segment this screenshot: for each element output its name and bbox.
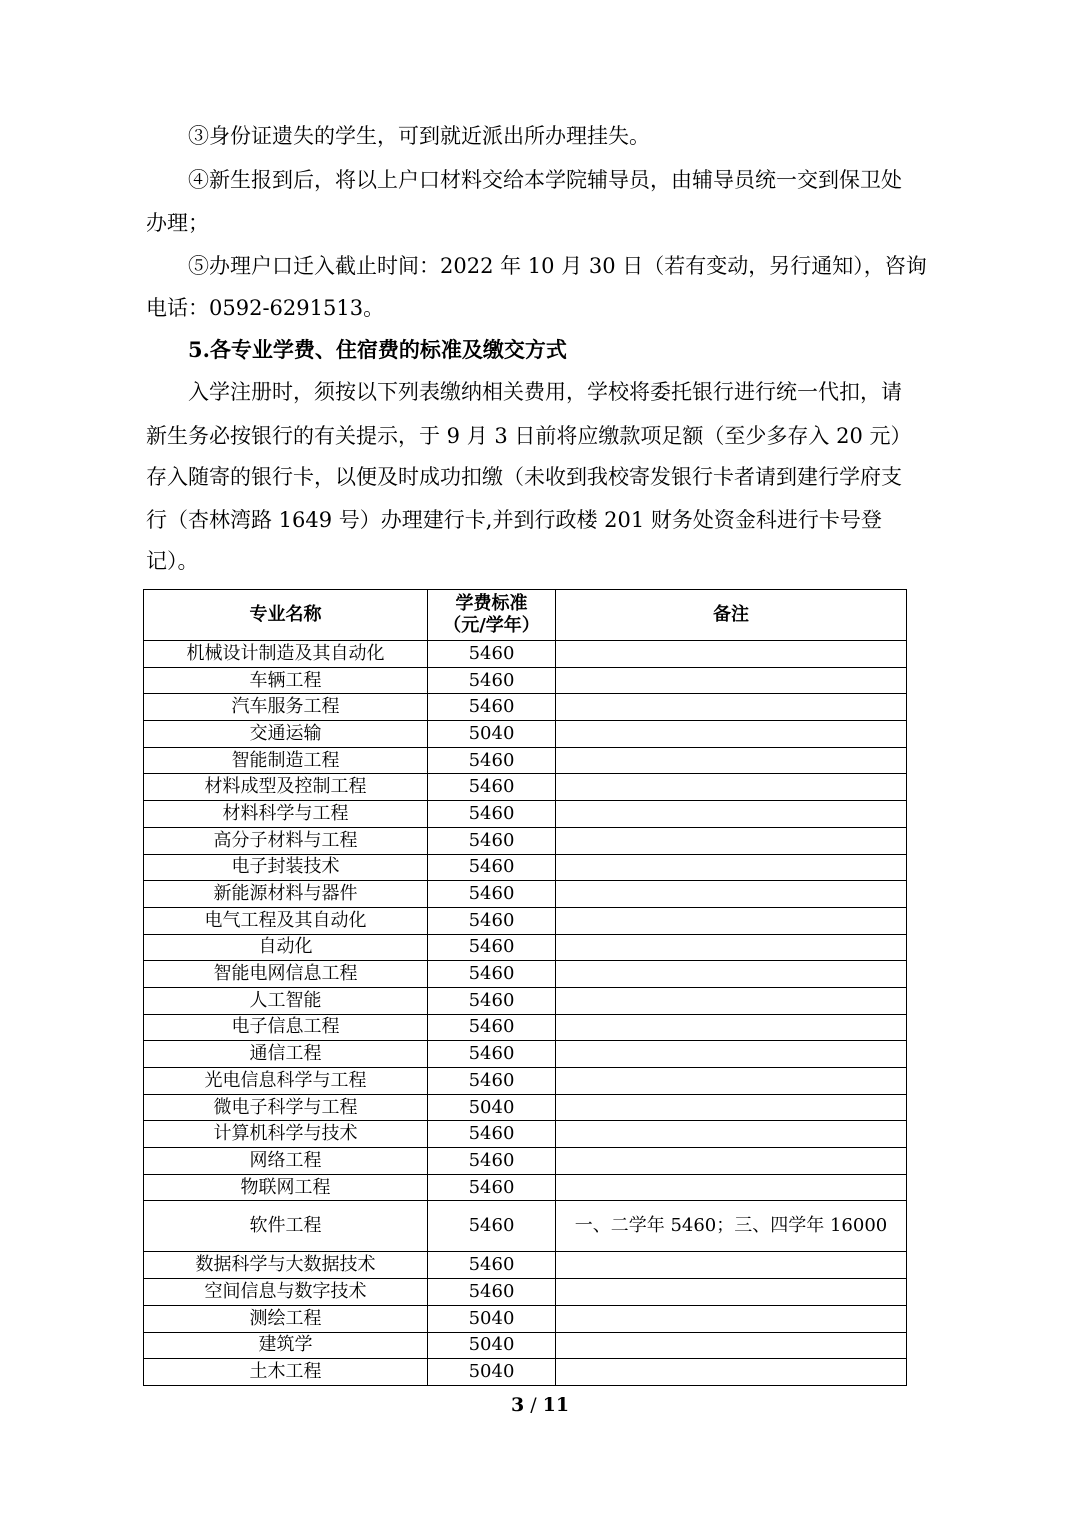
cell-fee: 5460 [428, 641, 556, 668]
cell-fee: 5460 [428, 694, 556, 721]
table-row [144, 801, 907, 828]
cell-fee: 5460 [428, 1121, 556, 1148]
cell-major: 微电子科学与工程 [144, 1094, 428, 1121]
cell-note [556, 1305, 907, 1332]
section-heading: 5.各专业学费、住宿费的标准及缴交方式 [188, 337, 567, 362]
cell-fee: 5460 [428, 934, 556, 961]
cell-note [556, 1252, 907, 1279]
cell-major: 物联网工程 [144, 1174, 428, 1201]
cell-major: 智能电网信息工程 [144, 961, 428, 988]
cell-fee: 5460 [428, 1014, 556, 1041]
cell-major: 测绘工程 [144, 1305, 428, 1332]
table-row [144, 694, 907, 721]
cell-note [556, 1279, 907, 1306]
cell-fee: 5460 [428, 747, 556, 774]
cell-note: 一、二学年 5460；三、四学年 16000 [556, 1201, 907, 1252]
paragraph-submit-materials-cont: 办理； [146, 211, 209, 235]
cell-note [556, 961, 907, 988]
page-separator: / [530, 1394, 537, 1416]
cell-major: 材料科学与工程 [144, 801, 428, 828]
cell-major: 计算机科学与技术 [144, 1121, 428, 1148]
cell-major: 软件工程 [144, 1201, 428, 1252]
cell-major: 新能源材料与器件 [144, 881, 428, 908]
table-row [144, 721, 907, 748]
page-total: 11 [542, 1394, 570, 1416]
cell-fee: 5460 [428, 1279, 556, 1306]
table-row [144, 1174, 907, 1201]
cell-major: 网络工程 [144, 1148, 428, 1175]
cell-fee: 5460 [428, 1148, 556, 1175]
cell-fee: 5460 [428, 961, 556, 988]
cell-note [556, 854, 907, 881]
table-row [144, 667, 907, 694]
cell-fee: 5040 [428, 721, 556, 748]
cell-note [556, 641, 907, 668]
table-row [144, 881, 907, 908]
cell-fee: 5460 [428, 1201, 556, 1252]
header-fee-line2: （元/学年） [443, 615, 540, 636]
table-row [144, 827, 907, 854]
cell-major: 人工智能 [144, 987, 428, 1014]
cell-note [556, 1094, 907, 1121]
table-row [144, 641, 907, 668]
table-row [144, 1279, 907, 1306]
table-row [144, 854, 907, 881]
fee-table-body [144, 641, 907, 1386]
cell-note [556, 1148, 907, 1175]
table-row [144, 774, 907, 801]
cell-note [556, 721, 907, 748]
table-row [144, 1068, 907, 1095]
table-row [144, 961, 907, 988]
page-number [0, 1394, 1080, 1416]
cell-note [556, 801, 907, 828]
table-row [144, 1014, 907, 1041]
paragraph-payment-1: 入学注册时，须按以下列表缴纳相关费用，学校将委托银行进行统一代扣，请 [188, 380, 902, 404]
cell-fee: 5460 [428, 1174, 556, 1201]
table-row [144, 907, 907, 934]
paragraph-payment-4: 行（杏林湾路 1649 号）办理建行卡,并到行政楼 201 财务处资金科进行卡号登 [146, 508, 882, 532]
page-current: 3 [510, 1394, 525, 1416]
table-row [144, 987, 907, 1014]
cell-note [556, 1332, 907, 1359]
table-row [144, 934, 907, 961]
cell-fee: 5040 [428, 1332, 556, 1359]
cell-fee: 5460 [428, 1252, 556, 1279]
cell-note [556, 1174, 907, 1201]
cell-fee: 5460 [428, 987, 556, 1014]
cell-note [556, 907, 907, 934]
table-row [144, 747, 907, 774]
cell-major: 机械设计制造及其自动化 [144, 641, 428, 668]
paragraph-payment-2: 新生务必按银行的有关提示，于 9 月 3 日前将应缴款项足额（至少多存入 20 元） [146, 424, 912, 448]
cell-fee: 5460 [428, 827, 556, 854]
cell-major: 电子封装技术 [144, 854, 428, 881]
cell-major: 电子信息工程 [144, 1014, 428, 1041]
table-header-row [144, 590, 907, 641]
cell-major: 自动化 [144, 934, 428, 961]
cell-fee: 5040 [428, 1094, 556, 1121]
table-row [144, 1094, 907, 1121]
cell-major: 光电信息科学与工程 [144, 1068, 428, 1095]
cell-note [556, 1121, 907, 1148]
cell-major: 智能制造工程 [144, 747, 428, 774]
cell-note [556, 934, 907, 961]
header-note: 备注 [556, 590, 907, 641]
header-fee [428, 590, 556, 641]
cell-fee: 5040 [428, 1305, 556, 1332]
cell-major: 建筑学 [144, 1332, 428, 1359]
header-major: 专业名称 [144, 590, 428, 641]
paragraph-deadline: ⑤办理户口迁入截止时间：2022 年 10 月 30 日（若有变动，另行通知），咨询 [188, 254, 927, 278]
paragraph-payment-3: 存入随寄的银行卡，以便及时成功扣缴（未收到我校寄发银行卡者请到建行学府支 [146, 465, 902, 489]
cell-fee: 5460 [428, 854, 556, 881]
cell-note [556, 1359, 907, 1386]
paragraph-payment-5: 记）。 [146, 549, 199, 573]
cell-fee: 5460 [428, 667, 556, 694]
cell-major: 空间信息与数字技术 [144, 1279, 428, 1306]
cell-note [556, 694, 907, 721]
cell-major: 土木工程 [144, 1359, 428, 1386]
table-row [144, 1201, 907, 1252]
table-row [144, 1359, 907, 1386]
cell-note [556, 881, 907, 908]
cell-fee: 5460 [428, 1041, 556, 1068]
cell-major: 高分子材料与工程 [144, 827, 428, 854]
cell-fee: 5460 [428, 774, 556, 801]
cell-major: 车辆工程 [144, 667, 428, 694]
cell-major: 通信工程 [144, 1041, 428, 1068]
cell-major: 交通运输 [144, 721, 428, 748]
table-row [144, 1332, 907, 1359]
cell-fee: 5460 [428, 801, 556, 828]
cell-major: 汽车服务工程 [144, 694, 428, 721]
cell-fee: 5460 [428, 1068, 556, 1095]
table-row [144, 1121, 907, 1148]
paragraph-submit-materials: ④新生报到后，将以上户口材料交给本学院辅导员，由辅导员统一交到保卫处 [188, 168, 902, 192]
cell-note [556, 1068, 907, 1095]
table-row [144, 1041, 907, 1068]
table-row [144, 1148, 907, 1175]
cell-note [556, 827, 907, 854]
cell-fee: 5460 [428, 907, 556, 934]
cell-major: 材料成型及控制工程 [144, 774, 428, 801]
table-row [144, 1252, 907, 1279]
fee-table [143, 589, 907, 1386]
cell-major: 电气工程及其自动化 [144, 907, 428, 934]
cell-note [556, 987, 907, 1014]
paragraph-deadline-cont: 电话：0592-6291513。 [146, 296, 385, 320]
cell-note [556, 1041, 907, 1068]
cell-note [556, 774, 907, 801]
cell-note [556, 667, 907, 694]
cell-major: 数据科学与大数据技术 [144, 1252, 428, 1279]
paragraph-id-card-loss: ③身份证遗失的学生，可到就近派出所办理挂失。 [188, 124, 650, 148]
cell-fee: 5460 [428, 881, 556, 908]
cell-fee: 5040 [428, 1359, 556, 1386]
cell-note [556, 1014, 907, 1041]
table-row [144, 1305, 907, 1332]
header-fee-line1: 学费标准 [455, 593, 528, 614]
cell-note [556, 747, 907, 774]
